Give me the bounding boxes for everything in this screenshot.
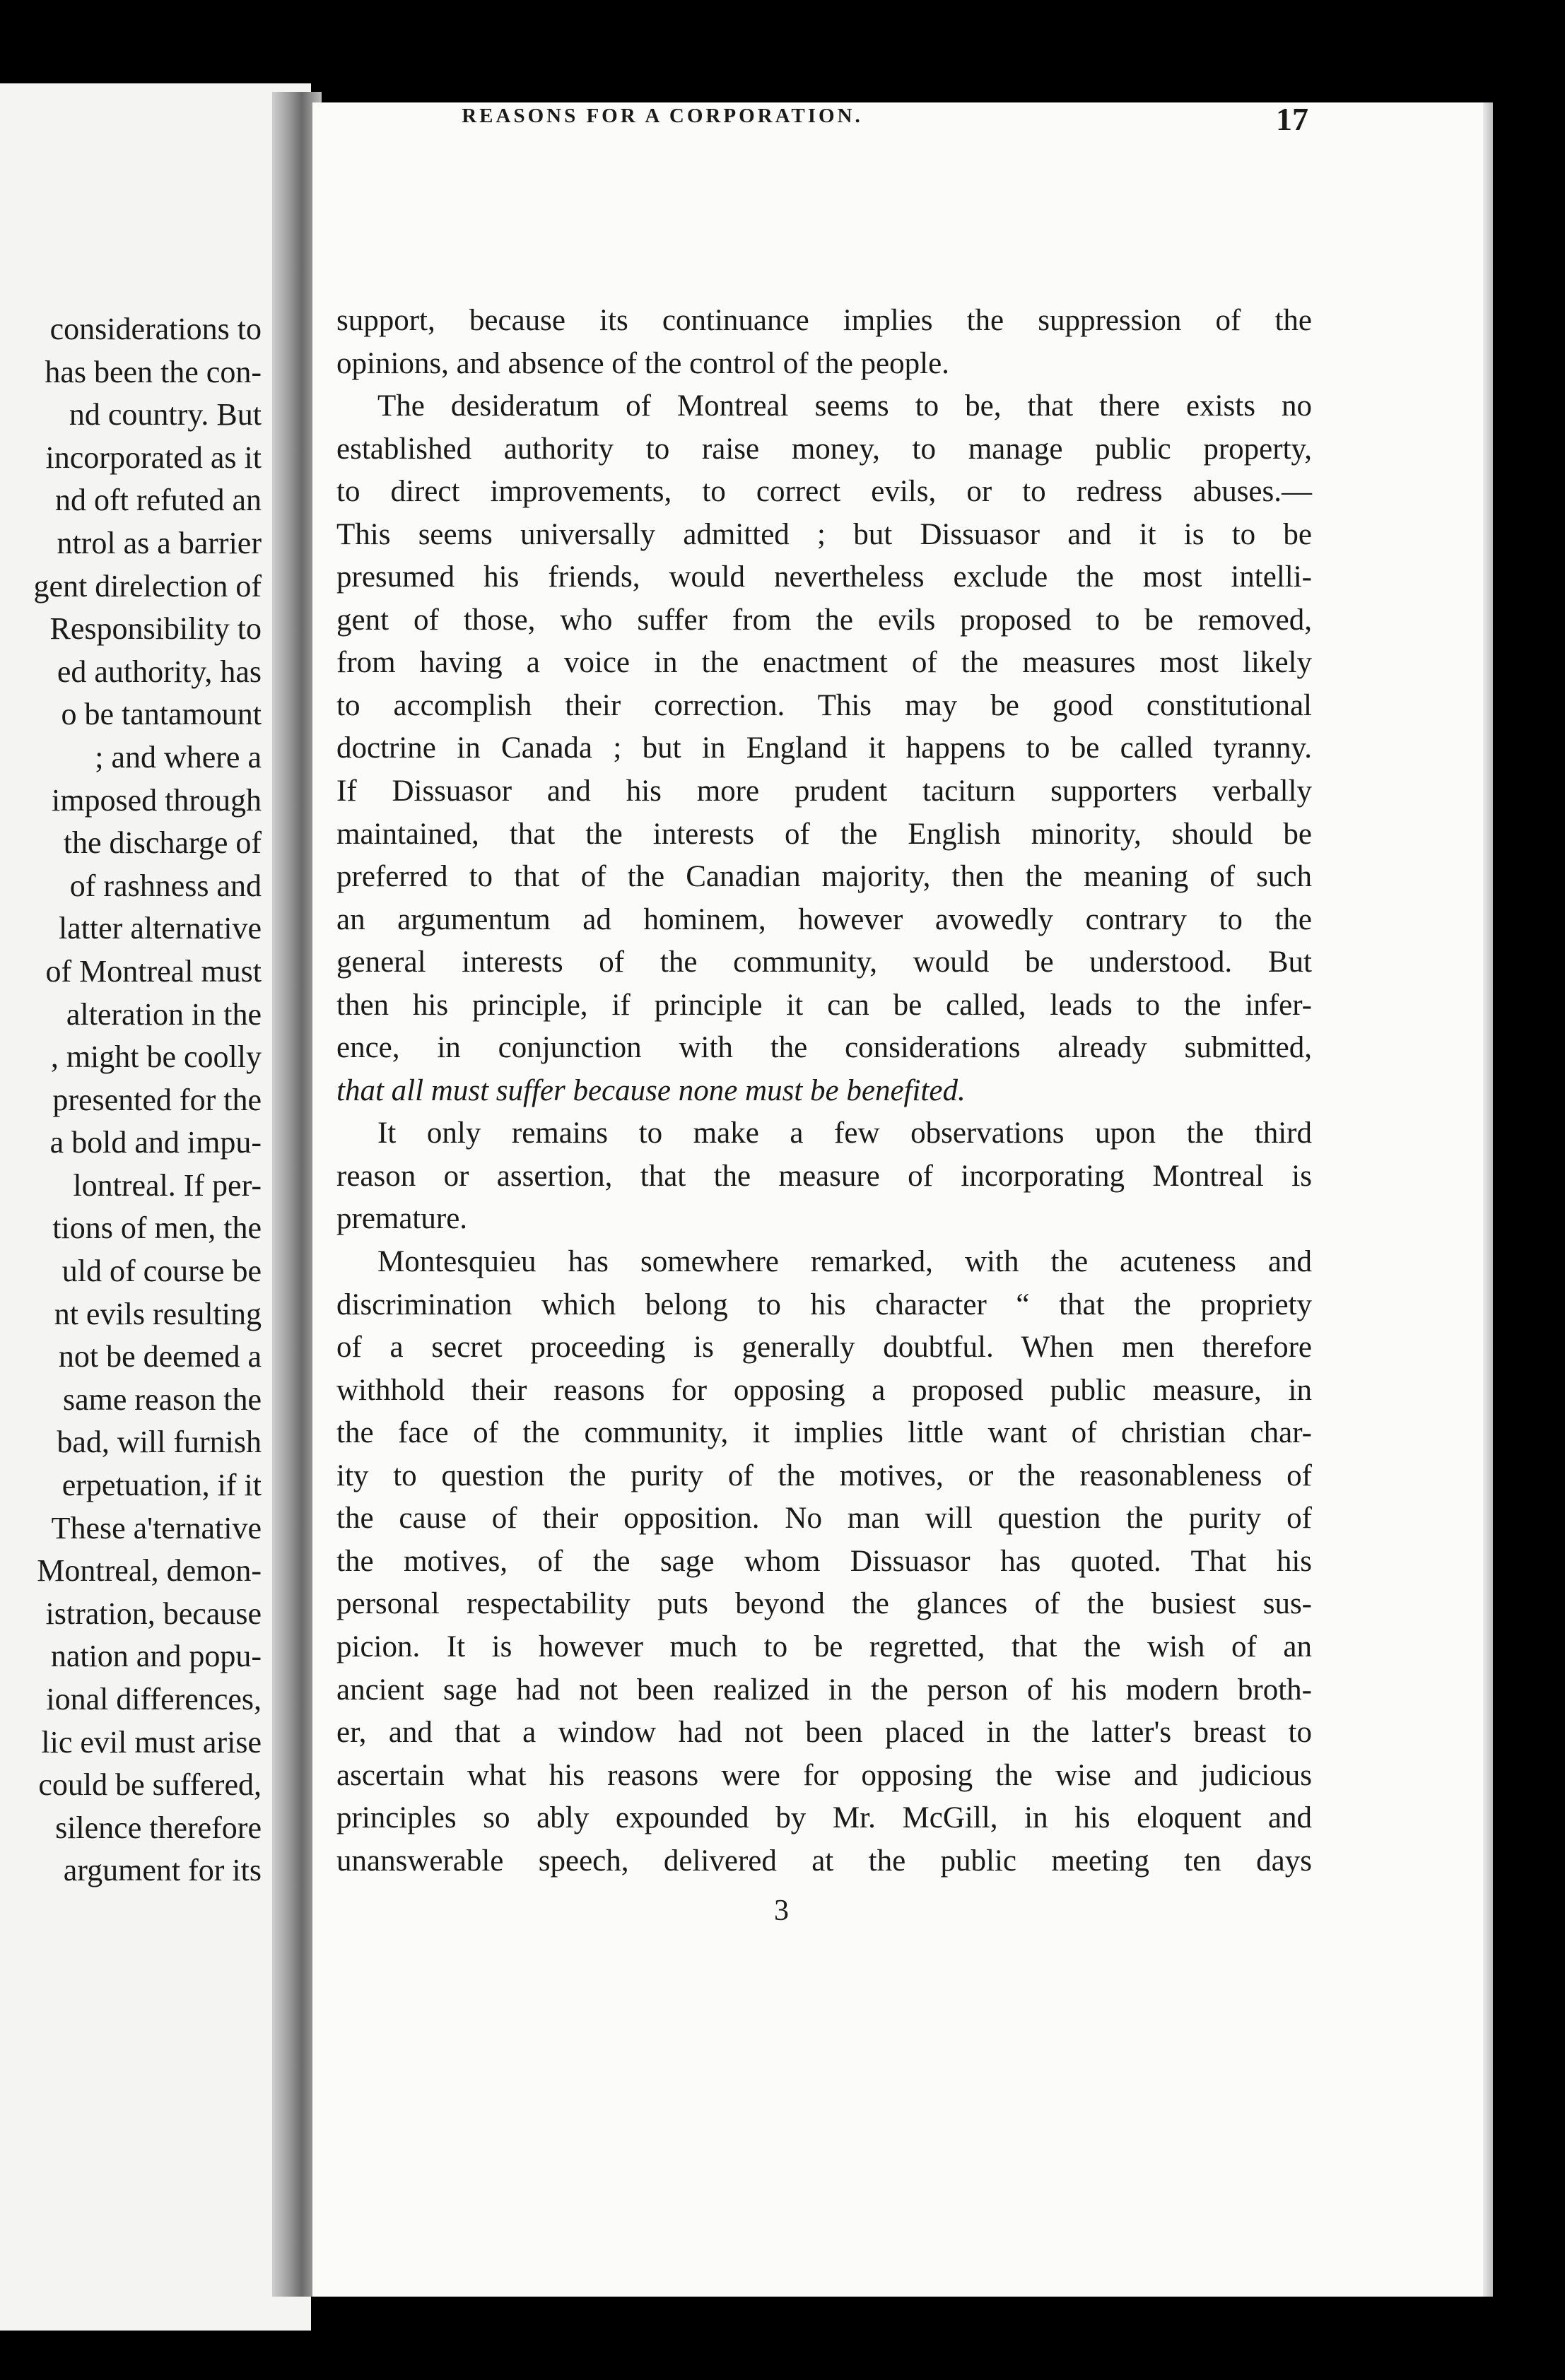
text-line: general interests of the community, would be understood. But	[336, 945, 1312, 979]
left-page-line: nd country. But	[69, 397, 262, 432]
left-page-line: argument for its	[63, 1853, 262, 1888]
text-line: ascertain what his reasons were for opposing the wise and judicious	[336, 1758, 1312, 1792]
left-page-line: presented for the	[52, 1082, 262, 1117]
text-line: premature.	[336, 1202, 468, 1236]
page-edge	[1483, 102, 1493, 2297]
left-page-line: imposed through	[52, 782, 262, 818]
left-page-fragment	[0, 83, 311, 2331]
left-page-line: has been the con-	[45, 354, 262, 389]
text-line: ity to question the purity of the motives, or the reasonableness of	[336, 1459, 1312, 1492]
left-page-line: lic evil must arise	[41, 1724, 262, 1760]
left-page-line: of Montreal must	[45, 953, 262, 989]
left-page-line: lontreal. If per-	[73, 1167, 262, 1203]
text-line: discrimination which belong to his character “ that the propriety	[336, 1288, 1312, 1321]
text-line: Montesquieu has somewhere remarked, with the acuteness and	[377, 1245, 1312, 1279]
left-page-line: istration, because	[45, 1596, 262, 1631]
text-line: principles so ably expounded by Mr. McGill, in his eloquent and	[336, 1801, 1312, 1835]
text-line: er, and that a window had not been placed in the latter's breast to	[336, 1716, 1312, 1750]
text-line: personal respectability puts beyond the glances of the busiest sus-	[336, 1587, 1312, 1621]
text-line: ence, in conjunction with the considerations already submitted,	[336, 1031, 1312, 1065]
text-line: reason or assertion, that the measure of incorporating Montreal is	[336, 1159, 1312, 1193]
text-line: maintained, that the interests of the English minority, should be	[336, 817, 1312, 851]
left-page-line: ional differences,	[46, 1682, 262, 1716]
text-line: doctrine in Canada ; but in England it happens to be called tyranny.	[336, 731, 1312, 765]
left-page-line: nd oft refuted an	[55, 483, 262, 518]
left-page-line: These a'ternative	[51, 1510, 262, 1545]
text-line: to accomplish their correction. This may be good constitutional	[336, 688, 1312, 722]
text-line: ancient sage had not been realized in the person of his modern broth-	[336, 1673, 1312, 1707]
text-line: the face of the community, it implies little want of christian char-	[336, 1416, 1312, 1450]
left-page-line: nation and popu-	[50, 1639, 262, 1674]
text-line: opinions, and absence of the control of the people.	[336, 346, 949, 380]
left-page-line: ed authority, has	[57, 654, 262, 689]
page-number: 17	[1276, 101, 1308, 137]
left-page-line: tions of men, the	[52, 1210, 262, 1246]
left-page-text	[33, 308, 262, 1892]
signature-mark: 3	[774, 1895, 789, 1927]
running-head: REASONS FOR A CORPORATION.	[462, 105, 863, 127]
left-page-line: erpetuation, if it	[61, 1468, 262, 1503]
text-line: This seems universally admitted ; but Dissuasor and it is to be	[336, 517, 1312, 551]
text-line: the cause of their opposition. No man will question the purity of	[336, 1502, 1312, 1536]
body-text	[336, 300, 1312, 1883]
text-line: that all must suffer because none must be benefited.	[336, 1073, 966, 1107]
left-page-line: could be suffered,	[38, 1767, 262, 1803]
left-page-line: same reason the	[63, 1382, 262, 1417]
left-page-line: of rashness and	[69, 868, 262, 903]
text-line: If Dissuasor and his more prudent taciturn supporters verbally	[336, 774, 1312, 808]
left-page-line: , might be coolly	[50, 1039, 262, 1075]
left-page-line: incorporated as it	[45, 440, 262, 475]
text-line: unanswerable speech, delivered at the public meeting ten days	[336, 1844, 1312, 1878]
left-page-line: nt evils resulting	[54, 1296, 262, 1331]
text-line: gent of those, who suffer from the evils proposed to be removed,	[336, 603, 1312, 637]
text-line: presumed his friends, would nevertheless exclude the most intelli-	[336, 560, 1312, 594]
left-page-line: ntrol as a barrier	[57, 525, 262, 560]
left-page-line: not be deemed a	[58, 1339, 262, 1374]
text-line: to direct improvements, to correct evils, or to redress abuses.—	[336, 475, 1312, 509]
text-line: support, because its continuance implies the suppression of the	[336, 304, 1312, 337]
left-page-line: a bold and impu-	[49, 1125, 262, 1160]
text-line: the motives, of the sage whom Dissuasor has quoted. That his	[336, 1544, 1312, 1578]
left-page-line: gent direlection of	[33, 568, 262, 603]
left-page-line: latter alternative	[58, 911, 262, 946]
left-page-line: bad, will furnish	[57, 1425, 262, 1460]
text-line: withhold their reasons for opposing a proposed public measure, in	[336, 1373, 1312, 1407]
left-page-line: uld of course be	[61, 1254, 262, 1289]
text-line: preferred to that of the Canadian majority, then the meaning of such	[336, 860, 1312, 894]
left-page-line: considerations to	[49, 312, 262, 346]
left-page-line: ; and where a	[95, 739, 262, 774]
text-line: of a secret proceeding is generally doubtful. When men therefore	[336, 1331, 1312, 1365]
left-page-line: the discharge of	[63, 825, 262, 861]
text-line: established authority to raise money, to manage public property,	[336, 432, 1312, 466]
left-page-line: Montreal, demon-	[37, 1553, 262, 1589]
left-page-line: silence therefore	[55, 1810, 262, 1845]
text-line: from having a voice in the enactment of the measures most likely	[336, 646, 1312, 680]
text-line: then his principle, if principle it can be called, leads to the infer-	[336, 988, 1312, 1022]
text-line: The desideratum of Montreal seems to be, that there exists no	[377, 389, 1312, 423]
left-page-line: o be tantamount	[61, 697, 262, 732]
left-page-line: alteration in the	[66, 996, 262, 1032]
left-page-line: Responsibility to	[49, 611, 262, 647]
text-line: picion. It is however much to be regretted, that the wish of an	[336, 1630, 1312, 1663]
text-line: It only remains to make a few observations upon the third	[377, 1117, 1312, 1150]
text-line: an argumentum ad hominem, however avowedly contrary to the	[336, 902, 1312, 936]
